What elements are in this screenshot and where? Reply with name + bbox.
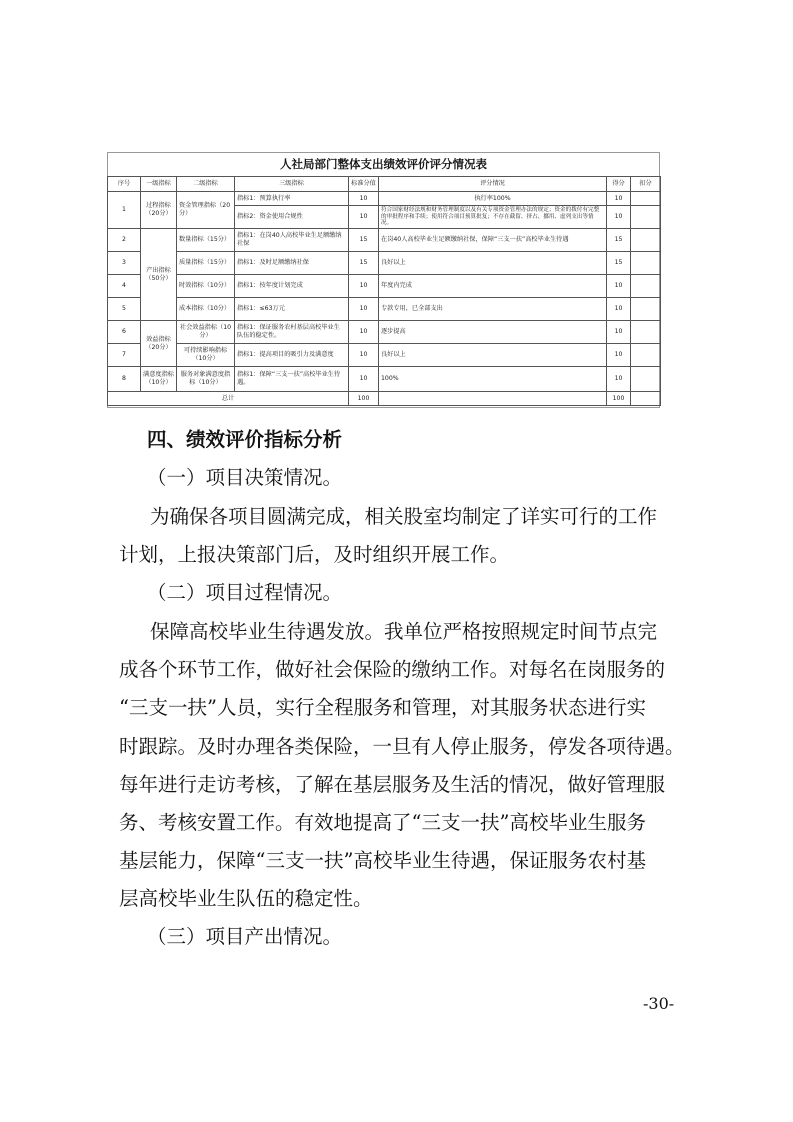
subheading-decision: （一）项目决策情况。 bbox=[147, 466, 343, 489]
score: 10 bbox=[607, 275, 631, 298]
level2-indicator: 可持续影响指标（10分） bbox=[177, 344, 235, 367]
header-cell: 标准分值 bbox=[349, 177, 379, 192]
deduction bbox=[631, 275, 661, 298]
header-cell: 三级指标 bbox=[235, 177, 349, 192]
page-number: -30- bbox=[643, 994, 675, 1013]
header-cell: 扣分 bbox=[631, 177, 661, 192]
level2-indicator: 数量指标（15分） bbox=[177, 229, 235, 252]
standard-score: 10 bbox=[349, 367, 379, 392]
level3-indicator: 指标1：≤63万元 bbox=[235, 298, 349, 321]
row-number: 7 bbox=[108, 344, 141, 367]
table-row bbox=[108, 192, 661, 206]
score: 10 bbox=[607, 367, 631, 392]
deduction bbox=[631, 298, 661, 321]
level3-indicator: 指标1：及时足额缴纳社保 bbox=[235, 252, 349, 275]
deduction bbox=[631, 321, 661, 344]
table-row bbox=[108, 275, 661, 298]
total-evaluation bbox=[379, 392, 607, 406]
standard-score: 15 bbox=[349, 229, 379, 252]
paragraph-line: 时跟踪。及时办理各类保险，一旦有人停止服务，停发各项待遇。 bbox=[119, 735, 685, 758]
level2-indicator: 社会效益指标（10分） bbox=[177, 321, 235, 344]
table-row bbox=[108, 252, 661, 275]
header-cell: 二级指标 bbox=[177, 177, 235, 192]
level2-indicator: 时效指标（10分） bbox=[177, 275, 235, 298]
evaluation: 逐步提高 bbox=[379, 321, 607, 344]
total-deduction bbox=[631, 392, 661, 406]
paragraph-line: 务、考核安置工作。有效地提高了“三支一扶”高校毕业生服务 bbox=[119, 811, 646, 834]
evaluation: 良好以上 bbox=[379, 252, 607, 275]
paragraph-line: 基层能力，保障“三支一扶”高校毕业生待遇，保证服务农村基 bbox=[119, 849, 646, 872]
level3-indicator: 指标1：按年度计划完成 bbox=[235, 275, 349, 298]
subheading-process: （二）项目过程情况。 bbox=[147, 581, 343, 604]
score: 10 bbox=[607, 192, 631, 206]
table-row bbox=[108, 298, 661, 321]
standard-score: 10 bbox=[349, 321, 379, 344]
level3-indicator: 指标2：资金使用合规性 bbox=[235, 206, 349, 229]
paragraph-line: 层高校毕业生队伍的稳定性。 bbox=[119, 887, 373, 910]
deduction bbox=[631, 344, 661, 367]
evaluation: 100% bbox=[379, 367, 607, 392]
paragraph-line: “三支一扶”人员，实行全程服务和管理，对其服务状态进行实 bbox=[119, 696, 646, 719]
level2-indicator: 服务对象满意度指标（10分） bbox=[177, 367, 235, 392]
row-number: 3 bbox=[108, 252, 141, 275]
table-row bbox=[108, 344, 661, 367]
level3-indicator: 指标1：在岗40人高校毕业生足额缴纳社保 bbox=[235, 229, 349, 252]
row-number: 8 bbox=[108, 367, 141, 392]
level1-indicator: 产出指标（50分） bbox=[141, 229, 177, 321]
row-number: 2 bbox=[108, 229, 141, 252]
paragraph-line: 每年进行走访考核，了解在基层服务及生活的情况，做好管理服 bbox=[119, 773, 666, 796]
level2-indicator: 成本指标（10分） bbox=[177, 298, 235, 321]
row-number: 4 bbox=[108, 275, 141, 298]
level2-indicator: 资金管理指标（20分） bbox=[177, 192, 235, 229]
evaluation: 在岗40人高校毕业生足额缴纳社保，保障“三支一扶”高校毕业生待遇 bbox=[379, 229, 607, 252]
level2-indicator: 质量指标（15分） bbox=[177, 252, 235, 275]
table-title: 人社局部门整体支出绩效评价评分情况表 bbox=[280, 157, 487, 171]
header-cell: 评分情况 bbox=[379, 177, 607, 192]
deduction bbox=[631, 192, 661, 206]
section-heading: 四、绩效评价指标分析 bbox=[147, 428, 343, 451]
score: 15 bbox=[607, 252, 631, 275]
performance-table bbox=[107, 176, 661, 406]
level3-indicator: 指标1：保障“三支一扶”高校毕业生待遇。 bbox=[235, 367, 349, 392]
level1-indicator: 过程指标（20分） bbox=[141, 192, 177, 229]
level1-indicator: 效益指标（20分） bbox=[141, 321, 177, 367]
header-cell: 序号 bbox=[108, 177, 141, 192]
score: 10 bbox=[607, 298, 631, 321]
table-row bbox=[108, 229, 661, 252]
paragraph-line: 成各个环节工作，做好社会保险的缴纳工作。对每名在岗服务的 bbox=[119, 658, 666, 681]
header-cell: 得分 bbox=[607, 177, 631, 192]
level1-indicator: 满意度指标（10分） bbox=[141, 367, 177, 392]
table-total-row bbox=[108, 392, 661, 406]
paragraph-line: 为确保各项目圆满完成，相关股室均制定了详实可行的工作 bbox=[150, 505, 658, 528]
evaluation: 良好以上 bbox=[379, 344, 607, 367]
table-row bbox=[108, 367, 661, 392]
subheading-output: （三）项目产出情况。 bbox=[147, 925, 343, 948]
paragraph-line: 保障高校毕业生待遇发放。我单位严格按照规定时间节点完 bbox=[150, 620, 658, 643]
level3-indicator: 指标1：提高项目的吸引力及满意度 bbox=[235, 344, 349, 367]
deduction bbox=[631, 229, 661, 252]
evaluation: 执行率100% bbox=[379, 192, 607, 206]
score: 10 bbox=[607, 321, 631, 344]
score: 15 bbox=[607, 229, 631, 252]
score: 10 bbox=[607, 344, 631, 367]
standard-score: 10 bbox=[349, 192, 379, 206]
table-row bbox=[108, 321, 661, 344]
total-label: 总计 bbox=[108, 392, 349, 406]
standard-score: 15 bbox=[349, 252, 379, 275]
paragraph-line: 计划，上报决策部门后，及时组织开展工作。 bbox=[119, 543, 510, 566]
total-score: 100 bbox=[607, 392, 631, 406]
header-cell: 一级指标 bbox=[141, 177, 177, 192]
level3-indicator: 指标1：保证服务农村基层高校毕业生队伍的稳定性。 bbox=[235, 321, 349, 344]
deduction bbox=[631, 367, 661, 392]
evaluation: 符合国家财经法规和财务管理制度以及有关专项资金管理办法的规定；资金的拨付有完整的审批程序和手续；使用符合项目预算批复；不存在截留、挤占、挪用、虚列支出等情况。 bbox=[379, 206, 607, 229]
level3-indicator: 指标1：预算执行率 bbox=[235, 192, 349, 206]
table-header-row bbox=[108, 177, 661, 192]
row-number: 5 bbox=[108, 298, 141, 321]
deduction bbox=[631, 252, 661, 275]
standard-score: 10 bbox=[349, 206, 379, 229]
row-number: 1 bbox=[108, 192, 141, 229]
score: 10 bbox=[607, 206, 631, 229]
evaluation: 年度内完成 bbox=[379, 275, 607, 298]
total-standard-score: 100 bbox=[349, 392, 379, 406]
evaluation: 专款专用，已全部支出 bbox=[379, 298, 607, 321]
standard-score: 10 bbox=[349, 344, 379, 367]
standard-score: 10 bbox=[349, 298, 379, 321]
row-number: 6 bbox=[108, 321, 141, 344]
deduction bbox=[631, 206, 661, 229]
standard-score: 10 bbox=[349, 275, 379, 298]
